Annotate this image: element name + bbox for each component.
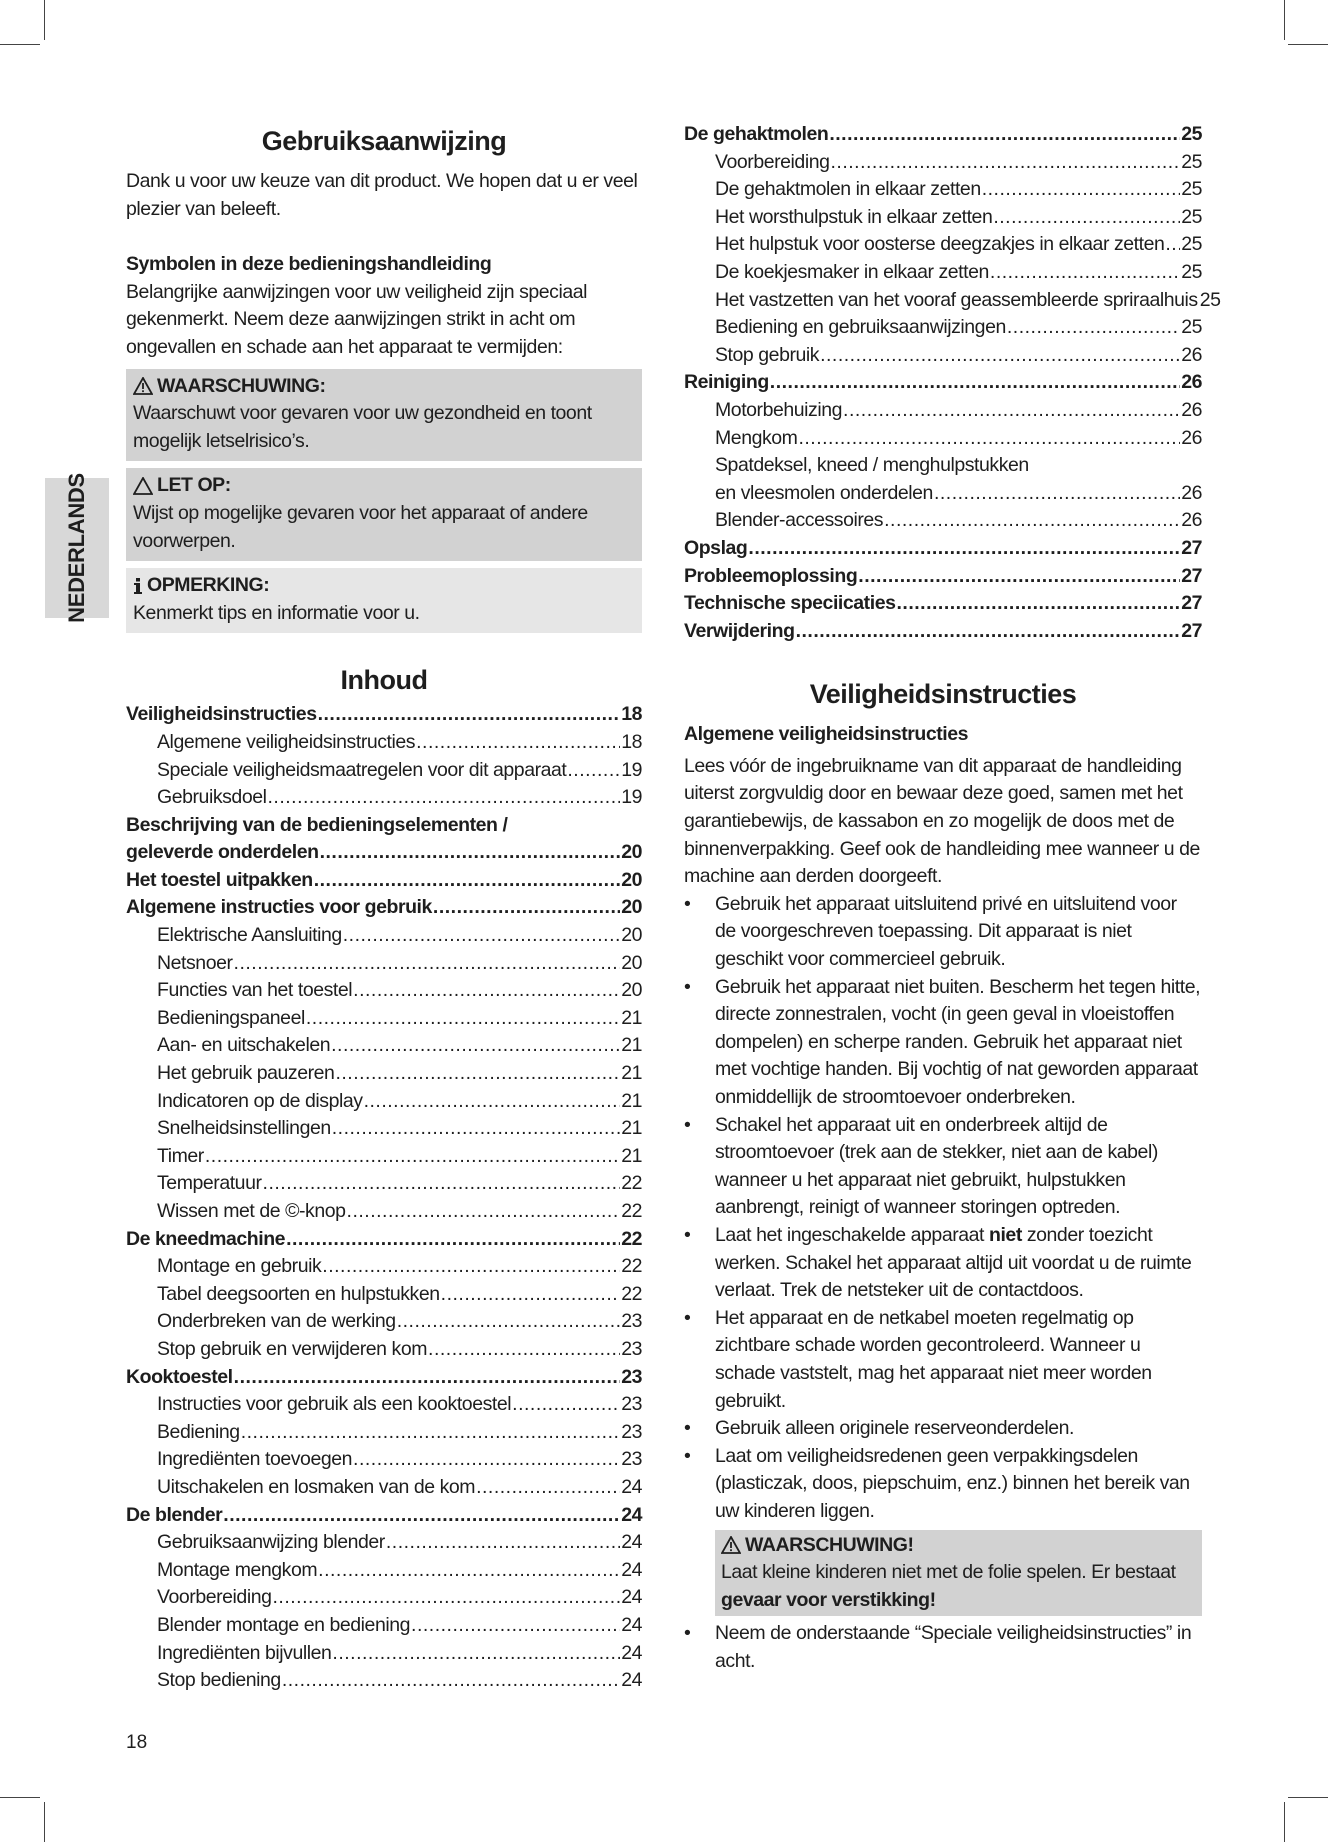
manual-title: Gebruiksaanwijzing bbox=[261, 126, 507, 156]
toc-leader-dots bbox=[567, 757, 620, 785]
toc-page-number: 23 bbox=[621, 1448, 642, 1471]
toc-page-number: 24 bbox=[621, 1503, 642, 1526]
toc-entry bbox=[126, 1060, 642, 1088]
safety-bullets-end bbox=[684, 1620, 1202, 1675]
toc-leader-dots bbox=[347, 1198, 621, 1226]
toc-leader-dots bbox=[428, 1336, 620, 1364]
toc-leader-dots bbox=[241, 1419, 621, 1447]
toc-entry-label: Tabel deegsoorten en hulpstukken bbox=[157, 1282, 440, 1305]
toc-page-number: 20 bbox=[621, 896, 642, 919]
toc-leader-dots bbox=[411, 1612, 620, 1640]
toc-leader-dots bbox=[416, 729, 620, 757]
toc-entry bbox=[684, 397, 1202, 425]
toc-leader-dots bbox=[441, 1281, 621, 1309]
toc-page-number: 21 bbox=[621, 1062, 642, 1085]
toc-right-list bbox=[684, 121, 1221, 645]
toc-entry bbox=[126, 1226, 642, 1254]
toc-page-number: 27 bbox=[1181, 564, 1202, 587]
toc-leader-dots bbox=[1165, 231, 1180, 259]
toc-entry bbox=[126, 1612, 642, 1640]
toc-entry-label: Stop gebruik en verwijderen kom bbox=[157, 1337, 428, 1360]
toc-leader-dots bbox=[320, 839, 621, 867]
list-item: • Gebruik het apparaat niet buiten. Bescherm het tegen hitte, directe zonnestralen, vocht (in geen geval in vloeistoffen dompelen) en scherpe randen. Gebruik het apparaat niet met vochtige handen. Bij vochtig of nat geworden apparaat onmiddellijk de stroomtoevoer onderbreken. bbox=[684, 974, 1202, 1112]
note-notice bbox=[126, 568, 642, 633]
toc-leader-dots bbox=[306, 1005, 620, 1033]
toc-entry-label: Voorbereiding bbox=[157, 1586, 272, 1609]
caution-notice-title: LET OP: bbox=[157, 474, 231, 497]
toc-page-number: 22 bbox=[621, 1200, 642, 1222]
toc-page-number: 24 bbox=[621, 1586, 642, 1609]
toc-entry-label: Gebruiksdoel bbox=[157, 786, 267, 809]
toc-entry-label: Het hulpstuk voor oosterse deegzakjes in elkaar zetten bbox=[715, 233, 1165, 256]
crop-mark bbox=[0, 1797, 40, 1798]
toc-entry-label: Algemene veiligheidsinstructies bbox=[157, 730, 416, 753]
list-item: • Laat om veiligheidsredenen geen verpakkingsdelen (plasticzak, doos, piepschuim, enz.) binnen het bereik van uw kinderen liggen. bbox=[684, 1443, 1202, 1526]
toc-entry bbox=[126, 1088, 642, 1116]
toc-entry bbox=[684, 121, 1202, 149]
toc-page-number: 21 bbox=[621, 1089, 642, 1112]
toc-page-number: 26 bbox=[1181, 426, 1202, 449]
toc-entry-label: Bediening bbox=[157, 1420, 240, 1443]
toc-page-number: 20 bbox=[621, 841, 642, 864]
toc-page-number: 20 bbox=[621, 979, 642, 1002]
toc-entry bbox=[684, 259, 1202, 287]
toc-page-number: 23 bbox=[621, 1420, 642, 1443]
toc-leader-dots bbox=[331, 1032, 620, 1060]
list-item: • Het apparaat en de netkabel moeten regelmatig op zichtbare schade worden gecontroleerd. Wanneer u schade vaststelt, mag het apparaat niet meer worden gebruikt. bbox=[684, 1305, 1202, 1415]
language-label: NEDERLANDS bbox=[64, 473, 89, 623]
language-side-tab bbox=[45, 473, 109, 623]
crop-mark bbox=[0, 44, 40, 45]
toc-page-number: 22 bbox=[621, 1227, 642, 1250]
toc-entry-label: Algemene instructies voor gebruik bbox=[126, 896, 432, 919]
toc-leader-dots bbox=[993, 204, 1180, 232]
bullet-text: zonder toezicht werken. Schakel het apparaat altijd uit voordat u de ruimte verlaat. Trek de netsteker uit de contactdoos. bbox=[715, 1223, 1192, 1302]
toc-leader-dots bbox=[322, 1253, 620, 1281]
crop-mark bbox=[44, 0, 45, 40]
toc-leader-dots bbox=[353, 1446, 620, 1474]
toc-entry bbox=[684, 563, 1202, 591]
toc-entry-label: Het gebruik pauzeren bbox=[157, 1062, 335, 1085]
toc-page-number: 24 bbox=[621, 1475, 642, 1498]
toc-entry bbox=[126, 894, 642, 922]
intro-text: Dank u voor uw keuze van dit product. We hopen dat u er veel plezier van beleeft. bbox=[126, 170, 638, 220]
toc-entry bbox=[684, 480, 1202, 508]
toc-leader-dots bbox=[314, 867, 621, 895]
toc-entry bbox=[684, 314, 1202, 342]
toc-page-number: 22 bbox=[621, 1255, 642, 1278]
info-icon bbox=[133, 577, 143, 595]
toc-entry-label: Timer bbox=[157, 1144, 204, 1167]
toc-entry-label: Wissen met de ©-knop bbox=[157, 1200, 346, 1222]
toc-leader-dots bbox=[234, 950, 621, 978]
toc-entry-label: Veiligheidsinstructies bbox=[126, 703, 317, 726]
warning-notice-text: Waarschuwt voor gevaren voor uw gezondheid en toont mogelijk letselrisico’s. bbox=[133, 402, 592, 452]
toc-page-number: 26 bbox=[1181, 509, 1202, 532]
toc-leader-dots bbox=[884, 507, 1180, 535]
toc-leader-dots bbox=[332, 1115, 620, 1143]
toc-entry-label: De koekjesmaker in elkaar zetten bbox=[715, 260, 989, 283]
toc-leader-dots bbox=[843, 397, 1180, 425]
toc-leader-dots bbox=[282, 1667, 620, 1695]
toc-page-number: 24 bbox=[621, 1669, 642, 1692]
toc-entry-label: Verwijdering bbox=[684, 619, 795, 642]
page-number: 18 bbox=[126, 1732, 148, 1753]
toc-entry-label: Gebruiksaanwijzing blender bbox=[157, 1531, 385, 1554]
toc-entry-label: Snelheidsinstellingen bbox=[157, 1117, 331, 1140]
toc-leader-dots bbox=[318, 701, 621, 729]
toc-page-number: 25 bbox=[1181, 233, 1202, 256]
toc-page-number: 21 bbox=[621, 1034, 642, 1057]
toc-page-number: 25 bbox=[1181, 205, 1202, 228]
safety-intro: Lees vóór de ingebruikname van dit apparaat de handleiding uiterst zorgvuldig door en bewaar deze goed, samen met het garantiebewijs, de kassabon en zo mogelijk de doos met de binnenverpakking. Geef ook de handleiding mee wanneer u de machine aan derden doorgeeft. bbox=[684, 754, 1200, 888]
toc-entry bbox=[684, 149, 1202, 177]
toc-entry bbox=[126, 922, 642, 950]
caution-triangle-icon bbox=[133, 477, 153, 495]
toc-entry-label: Blender montage en bediening bbox=[157, 1613, 411, 1636]
toc-entry bbox=[126, 1143, 642, 1171]
toc-title: Inhoud bbox=[340, 665, 428, 696]
toc-page-number: 23 bbox=[621, 1393, 642, 1416]
toc-entry bbox=[684, 204, 1202, 232]
toc-entry bbox=[684, 176, 1202, 204]
toc-entry bbox=[684, 535, 1202, 563]
toc-entry-label: De kneedmachine bbox=[126, 1227, 286, 1250]
toc-entry bbox=[126, 1032, 642, 1060]
toc-entry bbox=[684, 425, 1202, 453]
toc-entry bbox=[126, 1667, 642, 1695]
toc-leader-dots bbox=[268, 784, 621, 812]
list-item: • Schakel het apparaat uit en onderbreek altijd de stroomtoevoer (trek aan de stekker, niet aan de kabel) wanneer u het apparaat niet gebruikt, hulpstukken aanbrengt, reinigt of wanneer storingen optreden. bbox=[684, 1112, 1202, 1222]
list-item: • Gebruik alleen originele reserveonderdelen. bbox=[684, 1415, 1202, 1443]
toc-entry-label: Montage mengkom bbox=[157, 1558, 318, 1581]
toc-page-number: 25 bbox=[1181, 260, 1202, 283]
toc-entry-label: Montage en gebruik bbox=[157, 1255, 322, 1278]
list-item: • Gebruik het apparaat uitsluitend privé en uitsluitend voor de voorgeschreven toepassing. Dit apparaat is niet geschikt voor commercieel gebruik. bbox=[684, 891, 1202, 974]
toc-entry-label: Indicatoren op de display bbox=[157, 1089, 363, 1112]
toc-page-number: 23 bbox=[621, 1310, 642, 1333]
toc-leader-dots bbox=[318, 1557, 620, 1585]
toc-entry-label: Instructies voor gebruik als een kooktoestel bbox=[157, 1393, 512, 1416]
toc-leader-dots bbox=[364, 1088, 621, 1116]
toc-leader-dots bbox=[386, 1529, 620, 1557]
list-item bbox=[684, 1222, 1202, 1305]
toc-entry bbox=[126, 1557, 642, 1585]
toc-leader-dots bbox=[820, 342, 1180, 370]
toc-page-number: 25 bbox=[1181, 150, 1202, 173]
child-warning-title: WAARSCHUWING! bbox=[745, 1533, 914, 1556]
toc-entry-label: Ingrediënten bijvullen bbox=[157, 1641, 332, 1664]
toc-entry bbox=[126, 1446, 642, 1474]
toc-leader-dots bbox=[831, 149, 1181, 177]
toc-entry bbox=[126, 1419, 642, 1447]
toc-page-number: 25 bbox=[1181, 178, 1202, 201]
toc-entry-label: Reiniging bbox=[684, 371, 769, 394]
toc-entry-label: en vleesmolen onderdelen bbox=[715, 481, 933, 504]
toc-entry bbox=[126, 1584, 642, 1612]
toc-entry bbox=[126, 812, 642, 840]
child-warning-text: Laat kleine kinderen niet met de folie spelen. Er bestaat bbox=[721, 1561, 1176, 1584]
toc-entry bbox=[684, 618, 1202, 646]
toc-entry-label: Bediening en gebruiksaanwijzingen bbox=[715, 316, 1006, 339]
toc-leader-dots bbox=[770, 369, 1180, 397]
warning-triangle-icon bbox=[721, 1536, 741, 1554]
toc-entry-label: Beschrijving van de bedieningselementen / bbox=[126, 813, 508, 836]
toc-entry-label: Ingrediënten toevoegen bbox=[157, 1448, 353, 1471]
toc-leader-dots bbox=[433, 894, 620, 922]
toc-entry bbox=[126, 1253, 642, 1281]
toc-entry bbox=[684, 287, 1221, 315]
toc-entry bbox=[684, 452, 1202, 480]
toc-entry-label: Het worsthulpstuk in elkaar zetten bbox=[715, 205, 993, 228]
right-column bbox=[684, 123, 1221, 1675]
toc-page-number: 23 bbox=[621, 1337, 642, 1360]
toc-page-number: 22 bbox=[621, 1172, 642, 1195]
toc-entry-label: Motorbehuizing bbox=[715, 398, 843, 421]
toc-entry-label: Stop gebruik bbox=[715, 343, 820, 366]
caution-notice bbox=[126, 468, 642, 561]
warning-triangle-icon bbox=[133, 377, 153, 395]
toc-page-number: 25 bbox=[1181, 316, 1202, 339]
toc-leader-dots bbox=[273, 1584, 621, 1612]
toc-leader-dots bbox=[234, 1364, 621, 1392]
child-warning-notice bbox=[715, 1530, 1202, 1617]
toc-leader-dots bbox=[397, 1308, 621, 1336]
toc-leader-dots bbox=[934, 480, 1180, 508]
toc-leader-dots bbox=[335, 1060, 620, 1088]
toc-entry bbox=[684, 369, 1202, 397]
warning-notice bbox=[126, 369, 642, 462]
toc-entry bbox=[126, 1281, 642, 1309]
toc-entry bbox=[126, 1198, 642, 1226]
safety-heading: Algemene veiligheidsinstructies bbox=[684, 723, 969, 746]
toc-entry-label: Spatdeksel, kneed / menghulpstukken bbox=[715, 454, 1029, 477]
toc-entry bbox=[126, 867, 642, 895]
toc-entry bbox=[126, 1364, 642, 1392]
toc-leader-dots bbox=[512, 1391, 620, 1419]
note-notice-title: OPMERKING: bbox=[147, 574, 270, 597]
toc-entry-label: Het vastzetten van het vooraf geassembleerde spriraalhuis bbox=[715, 288, 1198, 311]
toc-leader-dots bbox=[896, 590, 1180, 618]
toc-entry bbox=[684, 590, 1202, 618]
toc-entry bbox=[126, 1005, 642, 1033]
toc-leader-dots bbox=[332, 1640, 620, 1668]
toc-page-number: 24 bbox=[621, 1558, 642, 1581]
toc-entry bbox=[126, 701, 642, 729]
toc-entry-label: Opslag bbox=[684, 536, 748, 559]
toc-leader-dots bbox=[223, 1502, 620, 1530]
toc-entry-label: De blender bbox=[126, 1503, 223, 1526]
toc-entry-label: De gehaktmolen in elkaar zetten bbox=[715, 178, 981, 201]
toc-leader-dots bbox=[263, 1170, 621, 1198]
crop-mark bbox=[1284, 0, 1285, 40]
toc-entry bbox=[126, 757, 642, 785]
toc-leader-dots bbox=[476, 1474, 620, 1502]
toc-page-number: 27 bbox=[1181, 536, 1202, 559]
toc-page-number: 20 bbox=[621, 951, 642, 974]
toc-leader-dots bbox=[990, 259, 1180, 287]
crop-mark bbox=[1288, 1797, 1328, 1798]
toc-entry-label: De gehaktmolen bbox=[684, 123, 829, 145]
symbols-text: Belangrijke aanwijzingen voor uw veiligheid zijn speciaal gekenmerkt. Neem deze aanwijzingen strikt in acht om ongevallen en schade aan het apparaat te vermijden: bbox=[126, 280, 588, 358]
toc-leader-dots bbox=[798, 425, 1180, 453]
toc-entry bbox=[126, 977, 642, 1005]
toc-entry-label: Het toestel uitpakken bbox=[126, 868, 313, 891]
toc-leader-dots bbox=[286, 1226, 620, 1254]
toc-page-number: 24 bbox=[621, 1641, 642, 1664]
bullet-text: Laat het ingeschakelde apparaat bbox=[715, 1223, 989, 1246]
toc-entry-label: Uitschakelen en losmaken van de kom bbox=[157, 1475, 476, 1498]
note-notice-text: Kenmerkt tips en informatie voor u. bbox=[133, 601, 420, 624]
toc-entry bbox=[684, 231, 1202, 259]
toc-entry-label: Bedieningspaneel bbox=[157, 1006, 305, 1029]
crop-mark bbox=[1288, 44, 1328, 45]
toc-leader-dots bbox=[343, 922, 620, 950]
toc-page-number: 27 bbox=[1181, 592, 1202, 615]
toc-entry bbox=[126, 1502, 642, 1530]
toc-page-number: 20 bbox=[621, 924, 642, 947]
toc-page-number: 20 bbox=[621, 868, 642, 891]
toc-entry bbox=[126, 1640, 642, 1668]
toc-page-number: 18 bbox=[621, 730, 642, 753]
toc-leader-dots bbox=[858, 563, 1180, 591]
toc-entry-label: Technische speciicaties bbox=[684, 592, 896, 615]
toc-leader-dots bbox=[1007, 314, 1180, 342]
toc-leader-dots bbox=[748, 535, 1180, 563]
toc-entry bbox=[126, 1474, 642, 1502]
toc-entry-label: Speciale veiligheidsmaatregelen voor dit apparaat bbox=[157, 758, 567, 781]
safety-title: Veiligheidsinstructies bbox=[809, 679, 1077, 710]
toc-entry-label: Probleemoplossing bbox=[684, 564, 858, 587]
toc-entry-label: Kooktoestel bbox=[126, 1365, 233, 1388]
toc-page-number: 23 bbox=[621, 1365, 642, 1388]
toc-left-list bbox=[126, 701, 642, 1694]
left-column bbox=[126, 124, 642, 1695]
toc-entry bbox=[126, 839, 642, 867]
toc-page-number: 22 bbox=[621, 1282, 642, 1305]
toc-page-number: 21 bbox=[621, 1144, 642, 1167]
toc-page-number: 26 bbox=[1181, 343, 1202, 366]
toc-entry-label: Temperatuur bbox=[157, 1172, 262, 1195]
toc-entry-label: Netsnoer bbox=[157, 951, 233, 974]
toc-entry-label: geleverde onderdelen bbox=[126, 841, 319, 864]
toc-entry-label: Functies van het toestel bbox=[157, 979, 353, 1002]
toc-leader-dots bbox=[982, 176, 1180, 204]
toc-entry bbox=[684, 507, 1202, 535]
toc-entry bbox=[126, 950, 642, 978]
toc-page-number: 26 bbox=[1181, 481, 1202, 504]
toc-leader-dots bbox=[205, 1143, 620, 1171]
toc-page-number: 25 bbox=[1181, 123, 1202, 145]
toc-entry bbox=[126, 729, 642, 757]
toc-leader-dots bbox=[353, 977, 620, 1005]
warning-notice-title: WAARSCHUWING: bbox=[157, 374, 326, 397]
child-warning-bold: gevaar voor verstikking! bbox=[721, 1588, 936, 1611]
toc-page-number: 18 bbox=[621, 703, 642, 726]
toc-page-number: 26 bbox=[1181, 398, 1202, 421]
toc-entry-label: Elektrische Aansluiting bbox=[157, 924, 342, 947]
toc-page-number: 21 bbox=[621, 1117, 642, 1140]
toc-entry bbox=[684, 342, 1202, 370]
toc-entry bbox=[126, 1529, 642, 1557]
toc-page-number: 25 bbox=[1199, 288, 1221, 311]
toc-page-number: 19 bbox=[621, 758, 642, 781]
safety-bullets bbox=[684, 891, 1202, 1526]
toc-entry bbox=[126, 1115, 642, 1143]
crop-mark bbox=[1284, 1802, 1285, 1842]
toc-entry bbox=[126, 1336, 642, 1364]
toc-entry bbox=[126, 1170, 642, 1198]
bullet-bold-text: niet bbox=[989, 1223, 1022, 1246]
caution-notice-text: Wijst op mogelijke gevaren voor het apparaat of andere voorwerpen. bbox=[133, 501, 588, 552]
toc-entry bbox=[126, 784, 642, 812]
toc-leader-dots bbox=[796, 618, 1181, 646]
crop-mark bbox=[44, 1802, 45, 1842]
toc-page-number: 19 bbox=[621, 786, 642, 809]
toc-page-number: 24 bbox=[621, 1613, 642, 1636]
toc-entry-label: Aan- en uitschakelen bbox=[157, 1034, 331, 1057]
toc-entry-label: Blender-accessoires bbox=[715, 509, 884, 532]
toc-entry-label: Onderbreken van de werking bbox=[157, 1310, 396, 1333]
toc-page-number: 24 bbox=[621, 1531, 642, 1554]
toc-entry-label: Stop bediening bbox=[157, 1669, 281, 1692]
toc-page-number: 27 bbox=[1181, 619, 1202, 642]
toc-page-number: 21 bbox=[621, 1006, 642, 1029]
toc-entry bbox=[126, 1391, 642, 1419]
toc-entry bbox=[126, 1308, 642, 1336]
list-item: • Neem de onderstaande “Speciale veiligheidsinstructies” in acht. bbox=[684, 1620, 1202, 1675]
symbols-heading: Symbolen in deze bedieningshandleiding bbox=[126, 253, 492, 276]
toc-page-number: 26 bbox=[1181, 371, 1202, 394]
toc-leader-dots bbox=[829, 121, 1180, 149]
toc-entry-label: Mengkom bbox=[715, 426, 798, 449]
toc-entry-label: Voorbereiding bbox=[715, 150, 830, 173]
